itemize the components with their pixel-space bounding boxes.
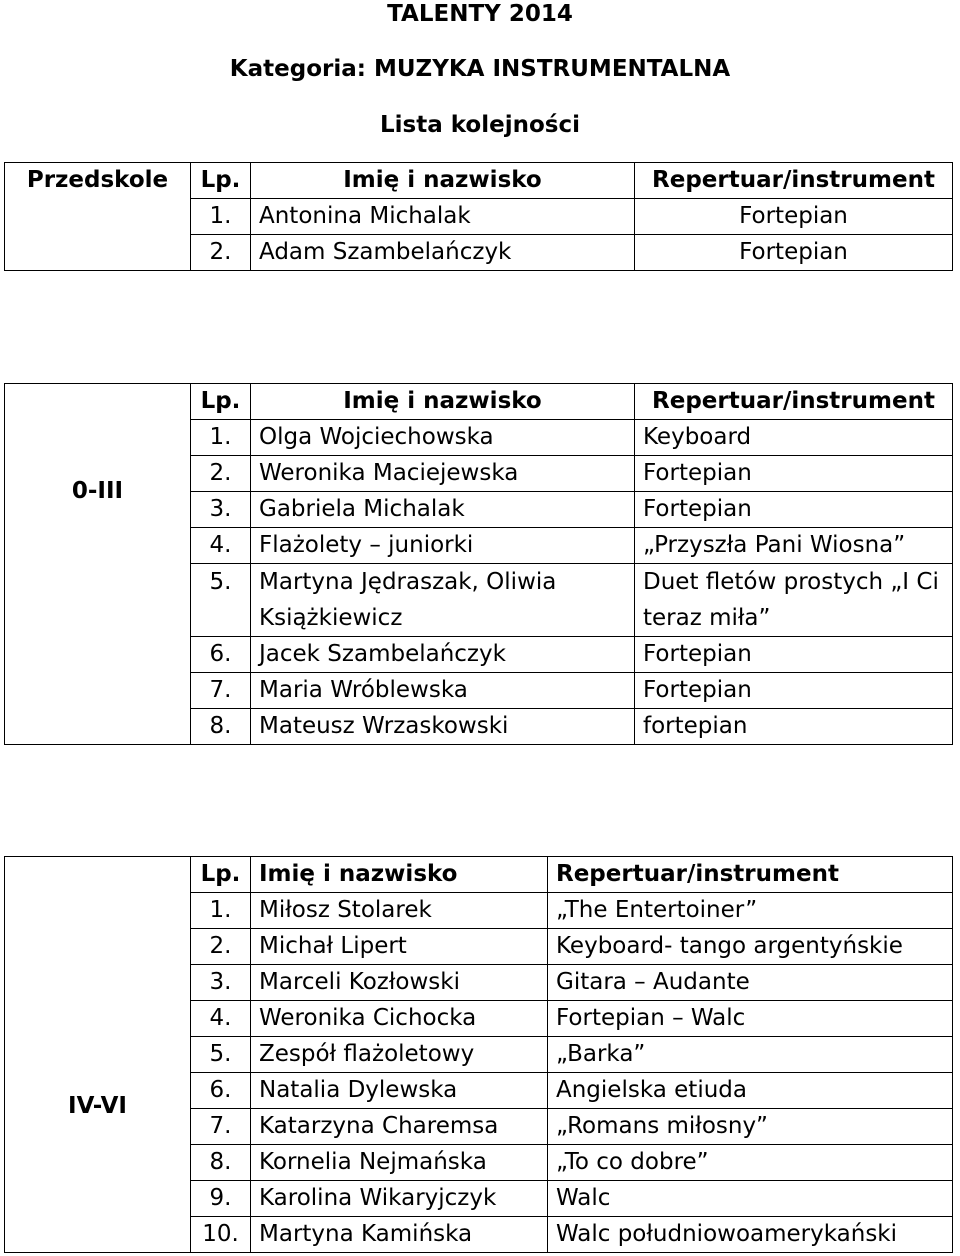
repertoire-cell: Fortepian — [635, 235, 953, 271]
row-number: 6. — [191, 1073, 251, 1109]
table-IV-VI — [4, 856, 953, 1253]
document-title: TALENTY 2014 — [387, 1, 573, 27]
repertoire-cell: Walc — [548, 1181, 953, 1217]
group-label — [5, 384, 191, 745]
table-0-III — [4, 383, 953, 745]
header-name: Imię i nazwisko — [251, 384, 635, 420]
row-number: 2. — [191, 235, 251, 271]
participant-name: Martyna Jędraszak, Oliwia Książkiewicz — [251, 564, 635, 637]
header-name: Imię i nazwisko — [251, 857, 548, 893]
repertoire-cell: Fortepian — [635, 673, 953, 709]
participant-name: Antonina Michalak — [251, 199, 635, 235]
group-label-spacer — [5, 199, 191, 271]
table-header-row — [5, 857, 953, 893]
header-repertoire: Repertuar/instrument — [548, 857, 953, 893]
group-label: Przedskole — [5, 163, 191, 199]
repertoire-cell: Keyboard — [635, 420, 953, 456]
table-header-row — [5, 163, 953, 199]
participant-name: Weronika Cichocka — [251, 1001, 548, 1037]
row-number: 2. — [191, 456, 251, 492]
participant-name: Michał Lipert — [251, 929, 548, 965]
row-number: 3. — [191, 965, 251, 1001]
row-number: 4. — [191, 528, 251, 564]
repertoire-cell: Fortepian — [635, 492, 953, 528]
row-number: 5. — [191, 1037, 251, 1073]
table-przedskole — [4, 162, 953, 271]
participant-name: Mateusz Wrzaskowski — [251, 709, 635, 745]
row-number: 1. — [191, 420, 251, 456]
participant-name: Martyna Kamińska — [251, 1217, 548, 1253]
participant-name: Katarzyna Charemsa — [251, 1109, 548, 1145]
repertoire-cell: fortepian — [635, 709, 953, 745]
participant-name: Jacek Szambelańczyk — [251, 637, 635, 673]
repertoire-cell: „The Entertoiner” — [548, 893, 953, 929]
header-name: Imię i nazwisko — [251, 163, 635, 199]
participant-name: Flażolety – juniorki — [251, 528, 635, 564]
repertoire-cell: Walc południowoamerykański — [548, 1217, 953, 1253]
row-number: 1. — [191, 199, 251, 235]
header-lp: Lp. — [191, 163, 251, 199]
participant-name: Maria Wróblewska — [251, 673, 635, 709]
row-number: 8. — [191, 709, 251, 745]
repertoire-cell: Fortepian — [635, 637, 953, 673]
participant-name: Miłosz Stolarek — [251, 893, 548, 929]
participant-name: Weronika Maciejewska — [251, 456, 635, 492]
header-repertoire: Repertuar/instrument — [635, 163, 953, 199]
participant-name: Zespół flażoletowy — [251, 1037, 548, 1073]
repertoire-cell: Gitara – Audante — [548, 965, 953, 1001]
repertoire-cell: Duet fletów prostych „I Ci teraz miła” — [635, 564, 953, 637]
group-label-text: IV-VI — [68, 1093, 127, 1119]
repertoire-cell: „Romans miłosny” — [548, 1109, 953, 1145]
repertoire-cell: Angielska etiuda — [548, 1073, 953, 1109]
row-number: 8. — [191, 1145, 251, 1181]
group-label — [5, 857, 191, 1253]
header-lp: Lp. — [191, 857, 251, 893]
participant-name: Olga Wojciechowska — [251, 420, 635, 456]
row-number: 1. — [191, 893, 251, 929]
repertoire-cell: Fortepian — [635, 456, 953, 492]
repertoire-cell: Keyboard- tango argentyńskie — [548, 929, 953, 965]
repertoire-cell: „To co dobre” — [548, 1145, 953, 1181]
row-number: 4. — [191, 1001, 251, 1037]
row-number: 9. — [191, 1181, 251, 1217]
row-number: 7. — [191, 1109, 251, 1145]
list-heading: Lista kolejności — [380, 112, 580, 138]
repertoire-cell: „Barka” — [548, 1037, 953, 1073]
participant-name: Marceli Kozłowski — [251, 965, 548, 1001]
repertoire-cell: „Przyszła Pani Wiosna” — [635, 528, 953, 564]
participant-name: Adam Szambelańczyk — [251, 235, 635, 271]
header-lp: Lp. — [191, 384, 251, 420]
row-number: 6. — [191, 637, 251, 673]
repertoire-cell: Fortepian – Walc — [548, 1001, 953, 1037]
table-header-row — [5, 384, 953, 420]
participant-name: Gabriela Michalak — [251, 492, 635, 528]
repertoire-cell: Fortepian — [635, 199, 953, 235]
group-label-text: 0-III — [71, 478, 124, 504]
row-number: 2. — [191, 929, 251, 965]
header-repertoire: Repertuar/instrument — [635, 384, 953, 420]
row-number: 10. — [191, 1217, 251, 1253]
participant-name: Natalia Dylewska — [251, 1073, 548, 1109]
category-heading: Kategoria: MUZYKA INSTRUMENTALNA — [229, 56, 731, 82]
participant-name: Karolina Wikaryjczyk — [251, 1181, 548, 1217]
row-number: 3. — [191, 492, 251, 528]
participant-name: Kornelia Nejmańska — [251, 1145, 548, 1181]
row-number: 7. — [191, 673, 251, 709]
table-row — [5, 199, 953, 235]
row-number: 5. — [191, 564, 251, 637]
